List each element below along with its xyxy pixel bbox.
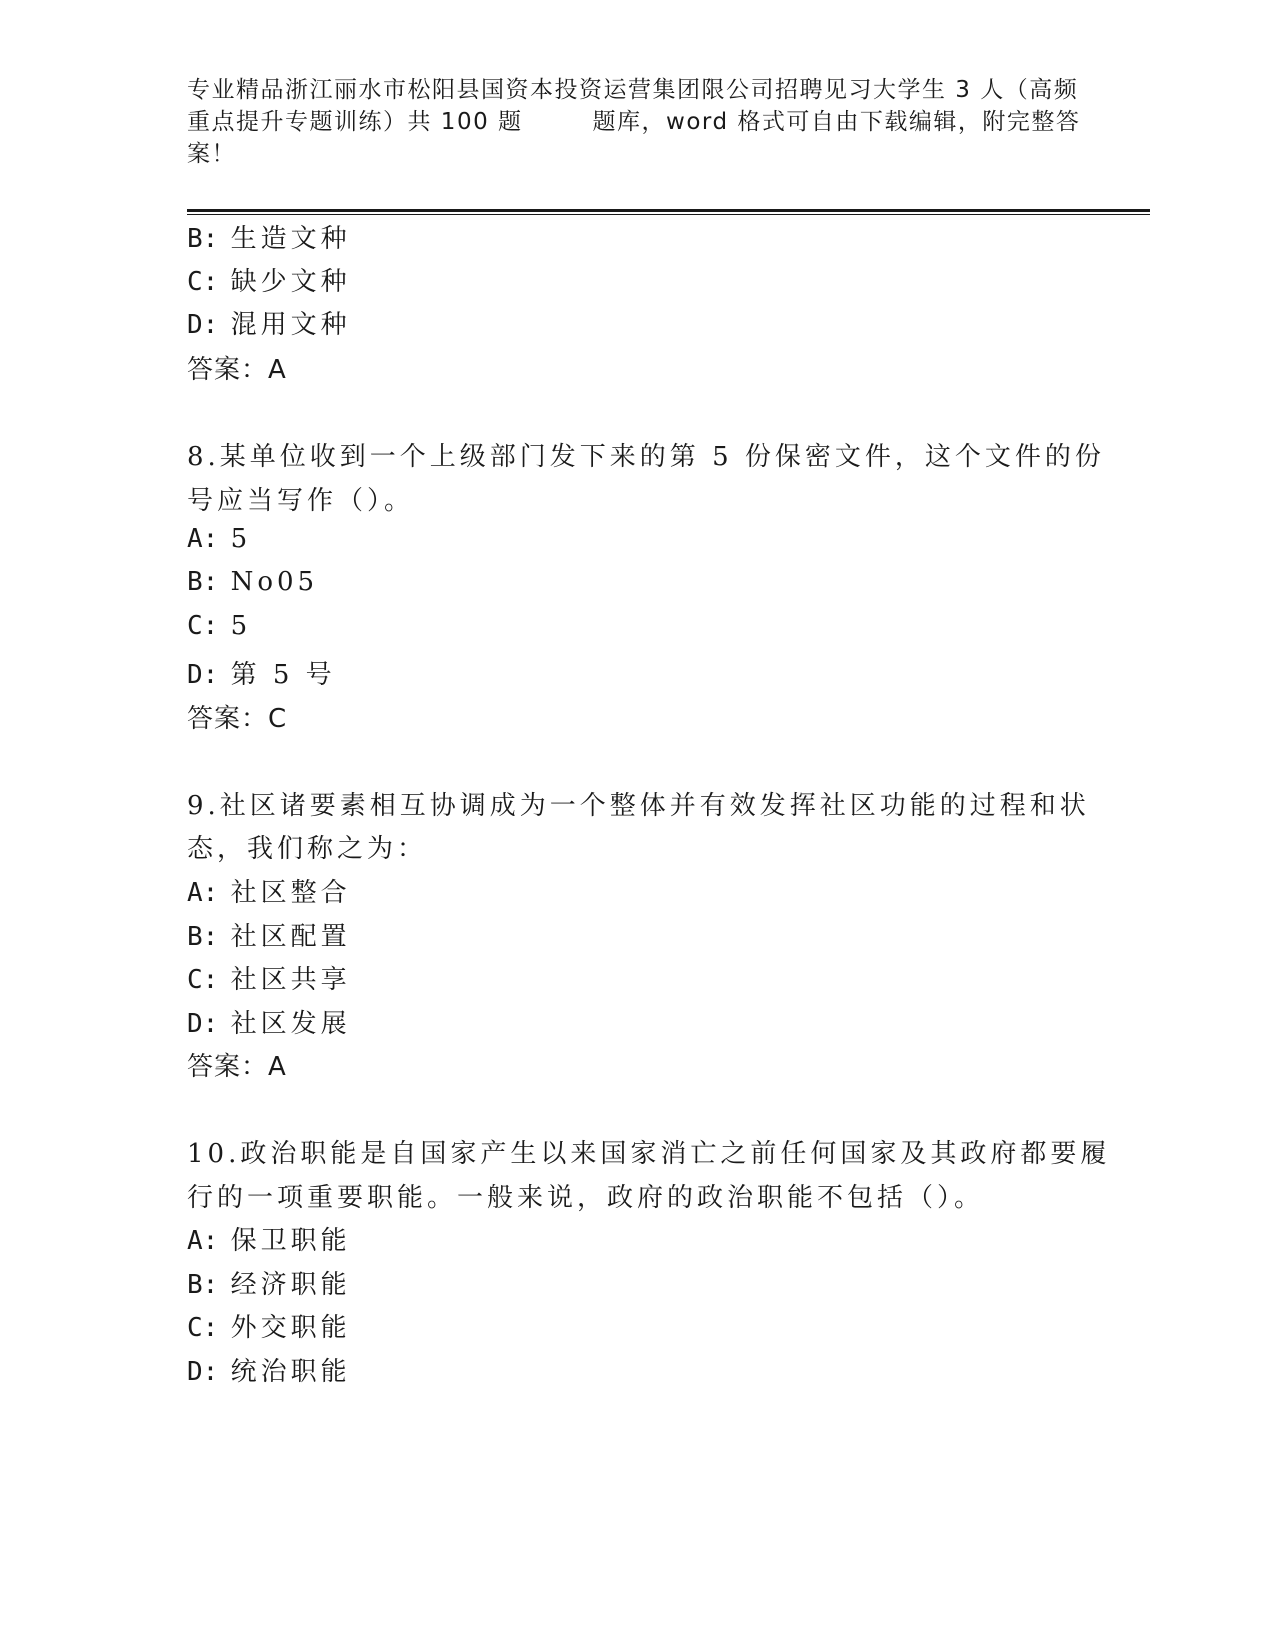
q9-option-d: D: 社区发展: [187, 1009, 351, 1039]
q7-option-c: C: 缺少文种: [187, 267, 351, 297]
q10-stem-line-1: 10.政治职能是自国家产生以来国家消亡之前任何国家及其政府都要履: [187, 1139, 1111, 1169]
q10-option-a: A: 保卫职能: [187, 1226, 351, 1256]
q10-option-b: B: 经济职能: [187, 1270, 351, 1300]
q7-answer: 答案：A: [187, 355, 287, 385]
q9-answer: 答案：A: [187, 1052, 287, 1082]
document-header: [187, 74, 1087, 170]
q9-option-c: C: 社区共享: [187, 965, 351, 995]
header-line-1: 专业精品浙江丽水市松阳县国资本投资运营集团限公司招聘见习大学生 3 人（高频: [187, 77, 1079, 103]
q10-option-c: C: 外交职能: [187, 1313, 351, 1343]
header-line-2a: 重点提升专题训练）共 100 题: [187, 109, 523, 135]
q8-stem-line-1: 8.某单位收到一个上级部门发下来的第 5 份保密文件，这个文件的份: [187, 442, 1105, 472]
q9-stem-line-2: 态，我们称之为：: [187, 834, 428, 864]
q10-option-d: D: 统治职能: [187, 1357, 351, 1387]
header-divider-thin: [187, 214, 1150, 215]
header-line-2: [187, 106, 1087, 138]
header-line-3: 案！: [187, 141, 236, 167]
header-divider-thick: [187, 209, 1150, 212]
q9-option-b: B: 社区配置: [187, 922, 351, 952]
q9-option-a: A: 社区整合: [187, 878, 351, 908]
header-line-2b: 题库，word 格式可自由下载编辑，附完整答: [592, 109, 1081, 135]
q9-stem-line-1: 9.社区诸要素相互协调成为一个整体并有效发挥社区功能的过程和状: [187, 791, 1090, 821]
q8-option-a: A: 5: [187, 524, 252, 554]
q8-option-c: C: 5: [187, 611, 252, 641]
q8-option-d: D: 第 5 号: [187, 660, 336, 690]
q10-stem-line-2: 行的一项重要职能。一般来说，政府的政治职能不包括（）。: [187, 1183, 985, 1213]
q8-option-b: B: No05: [187, 567, 319, 597]
q8-stem-line-2: 号应当写作（）。: [187, 486, 415, 516]
q7-option-d: D: 混用文种: [187, 310, 351, 340]
q8-answer: 答案：C: [187, 704, 288, 734]
q7-option-b: B: 生造文种: [187, 224, 351, 254]
